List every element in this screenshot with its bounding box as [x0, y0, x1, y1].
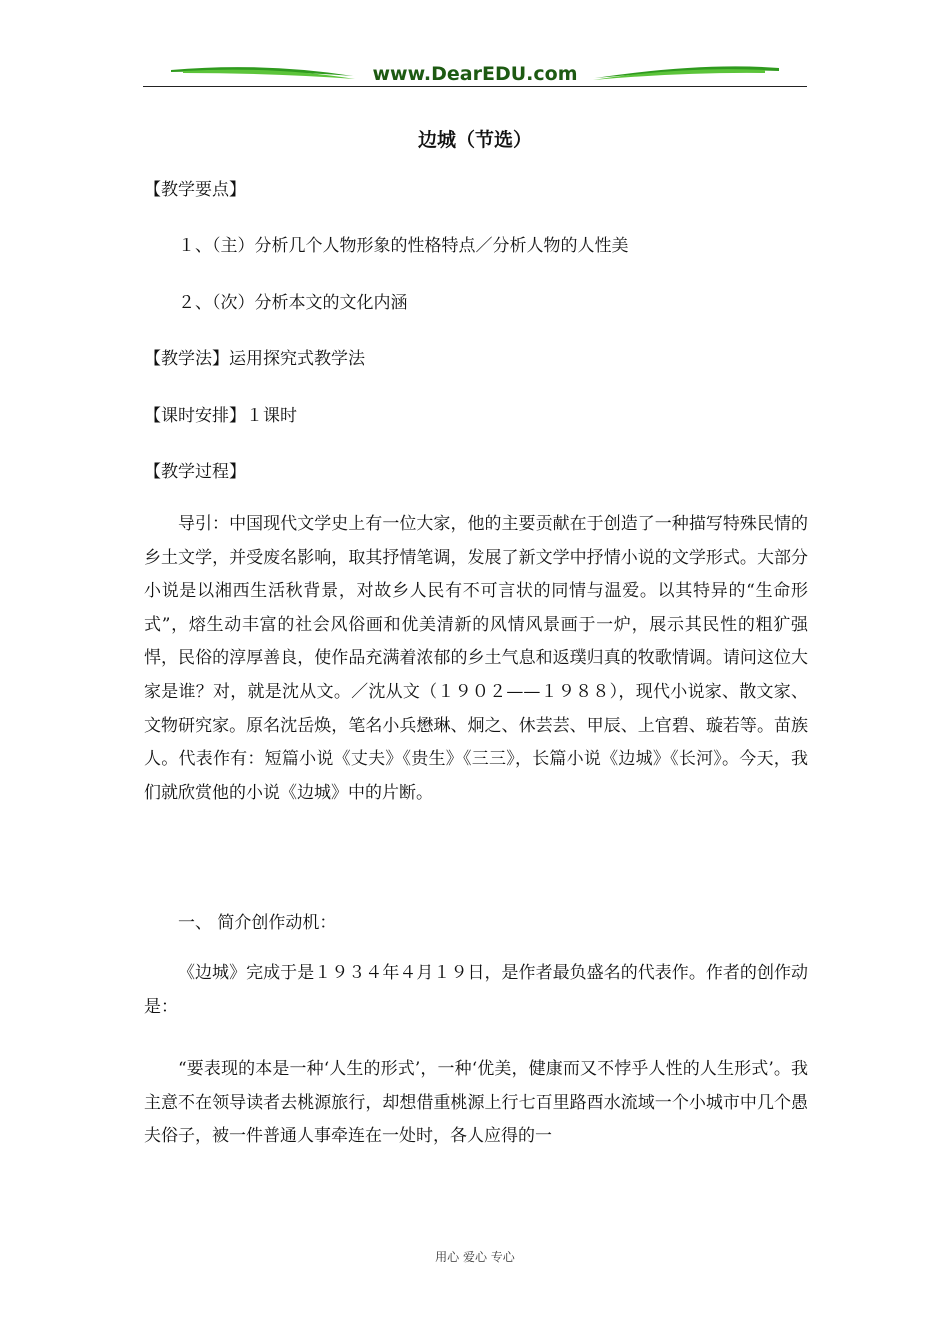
- page-header: [143, 58, 807, 92]
- intro-paragraph: 导引：中国现代文学史上有一位大家，他的主要贡献在于创造了一种描写特殊民情的乡土文学，并受废名影响，取其抒情笔调，发展了新文学中抒情小说的文学形式。大部分小说是以湘西生活秋背景，对故乡人民有不可言状的同情与温爱。以其特异的“生命形式”，熔生动丰富的社会风俗画和优美清新的风情风景画于一炉，展示其民性的粗犷强悍，民俗的淳厚善良，使作品充满着浓郁的乡土气息和返璞归真的牧歌情调。请问这位大家是谁？对，就是沈从文。／沈从文（１９０２——１９８８），现代小说家、散文家、文物研究家。原名沈岳焕，笔名小兵懋琳、炯之、休芸芸、甲辰、上官碧、璇若等。苗族人。代表作有：短篇小说《丈夫》《贵生》《三三》，长篇小说《边城》《长河》。今天，我们就欣赏他的小说《边城》中的片断。: [144, 514, 808, 803]
- class-schedule: 【课时安排】１课时: [144, 406, 297, 426]
- header-site-url[interactable]: www.DearEDU.com: [372, 63, 578, 85]
- paragraph-author-quote: “要表现的本是一种‘人生的形式’，一种‘优美，健康而又不悖乎人性的人生形式’。我主意不在领导读者去桃源旅行，却想借重桃源上行七百里路酉水流域一个小城市中几个愚夫俗子，被一件普通人事牵连在一处时，各人应得的一: [144, 1059, 808, 1147]
- header-divider: [143, 86, 807, 87]
- section-heading-1: 一、 简介创作动机：: [178, 913, 337, 933]
- key-point-1: １、（主）分析几个人物形象的性格特点／分析人物的人性美: [178, 236, 629, 256]
- page-footer: 用心 爱心 专心: [435, 1250, 515, 1264]
- heading-teaching-process: 【教学过程】: [144, 462, 246, 482]
- paragraph-completion-date: 《边城》完成于是１９３４年４月１９日，是作者最负盛名的代表作。作者的创作动是：: [144, 963, 808, 1017]
- key-point-2: ２、（次）分析本文的文化内涵: [178, 293, 408, 313]
- heading-key-points: 【教学要点】: [144, 180, 246, 200]
- teaching-method: 【教学法】运用探究式教学法: [144, 349, 365, 369]
- document-title: 边城（节选）: [417, 129, 532, 151]
